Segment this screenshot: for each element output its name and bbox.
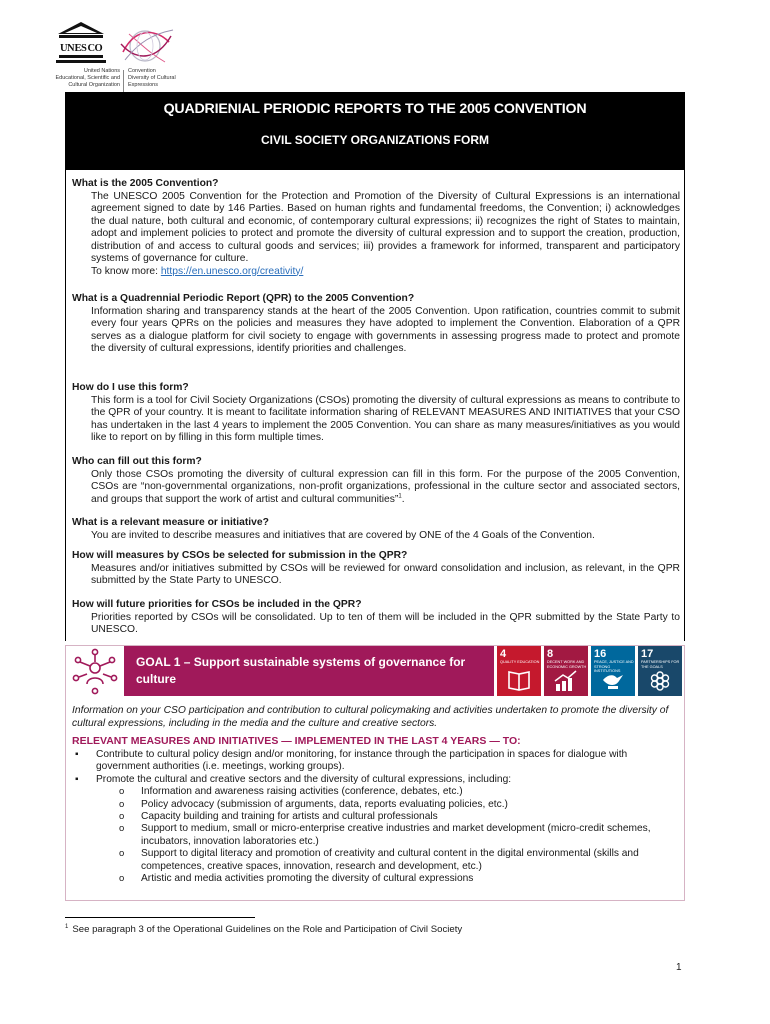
unesco-name: United Nations Educational, Scientific and Cultural Organization [55,68,120,88]
list-subitem: o Policy advocacy (submission of arguments, data, reports evaluating policies, etc.) [72,799,678,811]
logo-divider [123,70,124,92]
list-subitem: o Information and awareness raising activities (conference, debates, etc.) [72,786,678,798]
faq-item-use-form [72,382,680,445]
faq-question: What is the 2005 Convention? [72,178,219,189]
faq-question: Who can fill out this form? [72,456,202,467]
convention-emblem-icon [115,24,175,68]
measures-list [72,749,678,885]
book-icon [506,670,532,692]
relevant-measures-heading: RELEVANT MEASURES AND INITIATIVES — IMPLEMENTED IN THE LAST 4 YEARS — TO: [72,735,521,747]
list-item: ▪ Contribute to cultural policy design and/or monitoring, for instance through the participation in spaces for dialogue with government authorities (i.e. meetings, working groups). [72,749,678,774]
svg-text:C: C [87,43,96,54]
goal-title: GOAL 1 – Support sustainable systems of governance for culture [124,646,494,696]
footnote-ref: 1 [398,493,402,500]
faq-item-priorities [72,599,680,637]
faq-answer: Measures and/or initiatives submitted by CSOs will be reviewed for onward consolidation and inclusion, as relevant, in the QPR submitted by the State Party to UNESCO. [91,562,680,586]
svg-text:S: S [81,43,87,54]
unesco-creativity-link[interactable]: https://en.unesco.org/creativity/ [160,265,304,277]
list-subitem: o Support to digital literacy and promotion of creativity and cultural content in the digital environmental (skills and competences, creative spaces, innovation, research and development, etc.) [72,848,678,873]
sdg-tile-16: 16 PEACE, JUSTICE AND STRONG INSTITUTIONS [591,646,635,696]
sdg-tile-8: 8 DECENT WORK AND ECONOMIC GROWTH [544,646,588,696]
faq-question: How will measures by CSOs be selected for submission in the QPR? [72,550,408,561]
faq-item-convention [72,178,680,278]
faq-answer: Only those CSOs promoting the diversity of cultural expression can fill in this form. For the purpose of the 2005 Convention, CSOs are “non-governmental organizations, non-profit organizations, professional in the culture sector and associated sectors, and groups that support the work of artist and cultural communities”$^1$. [91,468,680,505]
svg-text:O: O [94,43,103,54]
footnote-divider [65,917,255,918]
list-subitem: o Support to medium, small or micro-enterprise creative industries and market development (micro-credit schemes, incubators, innovation laboratories etc.) [72,823,678,848]
governance-network-icon [66,646,124,696]
faq-answer: The UNESCO 2005 Convention for the Protection and Promotion of the Diversity of Cultural Expressions is an international agreement signed to date by 146 Parties. Based on human rights and fundamental freedoms, the Convention; i) acknowledges the dual nature, both cultural and economic, of contemporary cultural expressions; ii) recognizes the right of States to maintain, adopt and implement policies to protect and promote the diversity of cultural expression and to support the creation, production, distribution of and access to cultural goods and services; iii) provides a framework for informed, transparent and participatory systems of governance for culture. To know more: https://en.unesco.org/creativity/ [91,190,680,277]
sdg-tile-4: 4 QUALITY EDUCATION [497,646,541,696]
partnership-flower-icon [647,670,673,692]
list-item: ▪ Promote the cultural and creative sectors and the diversity of cultural expressions, including: [72,774,678,786]
faq-question: How will future priorities for CSOs be included in the QPR? [72,599,362,610]
growth-chart-icon [553,670,579,692]
faq-answer: Priorities reported by CSOs will be consolidated. Up to ten of them will be included in the QPR submitted by the State Party to UNESCO. [91,611,680,635]
goal-intro: Information on your CSO participation and contribution to cultural policymaking and activities undertaken to promote the diversity of cultural expressions, including in the media and the culture and creative sectors. [72,705,669,729]
page-number: 1 [676,962,682,973]
faq-question: How do I use this form? [72,382,189,393]
unesco-logo [50,20,190,92]
faq-question: What is a relevant measure or initiative? [72,517,269,528]
dove-gavel-icon [600,670,626,692]
sdg-tile-17: 17 PARTNERSHIPS FOR THE GOALS [638,646,682,696]
list-subitem: o Artistic and media activities promoting the diversity of cultural expressions [72,873,678,885]
svg-text:N: N [67,43,75,54]
page-title: QUADRIENIAL PERIODIC REPORTS TO THE 2005 CONVENTION [163,101,587,117]
sdg-tiles [497,646,683,696]
faq-answer: You are invited to describe measures and initiatives that are covered by ONE of the 4 Goals of the Convention. [91,529,595,541]
faq-answer: This form is a tool for Civil Society Organizations (CSOs) promoting the diversity of cultural expressions as means to contribute to the QPR of your country. It is meant to facilitate information sharing of RELEVANT MEASURES AND INITIATIVES that your CSO has undertaken in the last 4 years to implement the 2005 Convention. You can share as many measures/initiatives as you would like to report on by filling in this form multiple times. [91,394,680,443]
list-subitem: o Capacity building and training for artists and cultural professionals [72,811,678,823]
svg-text:U: U [60,43,68,54]
faq-item-relevant-measure [72,517,680,542]
faq-item-who [72,456,680,506]
convention-name: Convention Diversity of Cultural Expressions [128,68,176,88]
unesco-temple-icon [56,20,106,68]
footnote: $^1$ See paragraph 3 of the Operational Guidelines on the Role and Participation of Civil Society [65,923,463,935]
faq-item-qpr [72,293,680,356]
title-banner [65,92,685,170]
form-subtitle: CIVIL SOCIETY ORGANIZATIONS FORM [260,133,489,147]
faq-item-selection [72,550,680,588]
faq-question: What is a Quadrennial Periodic Report (QPR) to the 2005 Convention? [72,293,415,304]
svg-text:E: E [74,43,82,54]
faq-answer: Information sharing and transparency stands at the heart of the 2005 Convention. Upon ratification, countries commit to submit every four years QPRs on the policies and measures they have adopted to implement the Convention. Elaboration of a QPR serves as a dialogue platform for civil society to engage with governments in assessing progress made to protect and promote the diversity of cultural expressions, identify priorities and challenges. [91,305,680,354]
